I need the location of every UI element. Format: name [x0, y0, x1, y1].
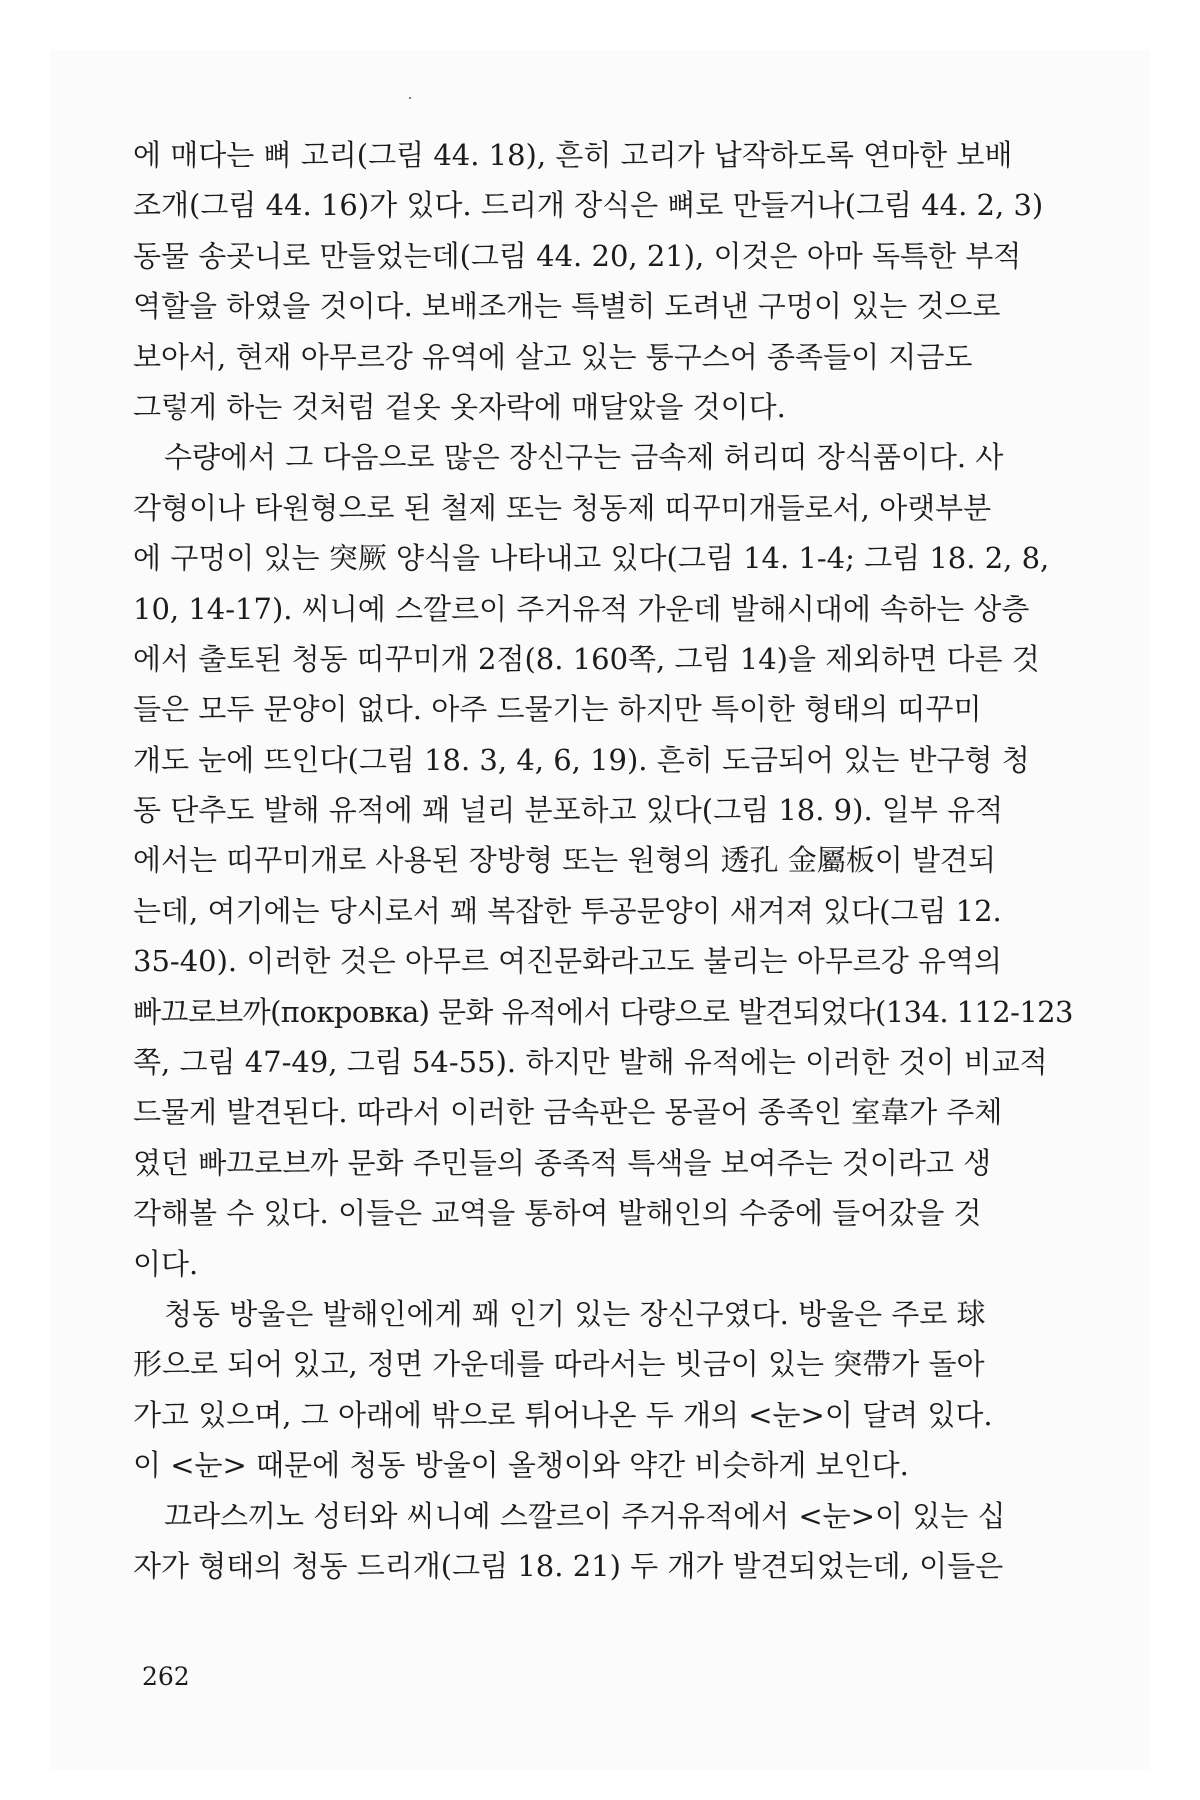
text-line: 에 구멍이 있는 突厥 양식을 나타내고 있다(그림 14. 1-4; 그림 18. 2, 8, — [133, 541, 1050, 576]
text-line: 청동 방울은 발해인에게 꽤 인기 있는 장신구였다. 방울은 주로 球 — [164, 1296, 986, 1331]
text-line: 개도 눈에 뜨인다(그림 18. 3, 4, 6, 19). 흔히 도금되어 있는 반구형 청 — [133, 742, 1030, 777]
text-line: 는데, 여기에는 당시로서 꽤 복잡한 투공문양이 새겨져 있다(그림 12. — [133, 893, 1002, 928]
text-line: 드물게 발견된다. 따라서 이러한 금속판은 몽골어 종족인 室韋가 주체 — [133, 1095, 1003, 1130]
text-line: 이 <눈> 때문에 청동 방울이 올챙이와 약간 비슷하게 보인다. — [133, 1448, 909, 1483]
text-line: 빠끄로브까(покровка) 문화 유적에서 다량으로 발견되었다(134. 112-123 — [133, 994, 1073, 1029]
text-line: 가고 있으며, 그 아래에 밖으로 튀어나온 두 개의 <눈>이 달려 있다. — [133, 1397, 993, 1432]
text-line: 였던 빠끄로브까 문화 주민들의 종족적 특색을 보여주는 것이라고 생 — [133, 1145, 992, 1180]
text-line: 에서는 띠꾸미개로 사용된 장방형 또는 원형의 透孔 金屬板이 발견되 — [133, 843, 997, 878]
paragraph-3 — [133, 1289, 1073, 1491]
text-line: 수량에서 그 다음으로 많은 장신구는 금속제 허리띠 장식품이다. 사 — [164, 440, 1004, 475]
text-line: 각해볼 수 있다. 이들은 교역을 통하여 발해인의 수중에 들어갔을 것 — [133, 1196, 982, 1231]
text-line: 10, 14-17). 씨니예 스깔르이 주거유적 가운데 발해시대에 속하는 상층 — [133, 591, 1030, 626]
book-page — [50, 50, 1150, 1770]
text-line: 자가 형태의 청동 드리개(그림 18. 21) 두 개가 발견되었는데, 이들은 — [133, 1548, 1004, 1583]
print-speck — [409, 97, 411, 99]
text-line: 쪽, 그림 47-49, 그림 54-55). 하지만 발해 유적에는 이러한 것이 비교적 — [133, 1045, 1048, 1080]
text-line: 그렇게 하는 것처럼 겉옷 옷자락에 매달았을 것이다. — [133, 389, 786, 424]
text-line: 각형이나 타원형으로 된 철제 또는 청동제 띠꾸미개들로서, 아랫부분 — [133, 490, 992, 525]
paragraph-4 — [133, 1491, 1073, 1592]
text-line: 에서 출토된 청동 띠꾸미개 2점(8. 160쪽, 그림 14)을 제외하면 다른 것 — [133, 641, 1040, 676]
text-line: 보아서, 현재 아무르강 유역에 살고 있는 퉁구스어 종족들이 지금도 — [133, 339, 973, 374]
text-line: 에 매다는 뼈 고리(그림 44. 18), 흔히 고리가 납작하도록 연마한 보배 — [133, 138, 1013, 172]
text-line: 동물 송곳니로 만들었는데(그림 44. 20, 21), 이것은 아마 독특한 부적 — [133, 238, 1022, 273]
text-line: 形으로 되어 있고, 정면 가운데를 따라서는 빗금이 있는 突帶가 돌아 — [133, 1347, 985, 1382]
text-line: 동 단추도 발해 유적에 꽤 널리 분포하고 있다(그림 18. 9). 일부 유적 — [133, 793, 1004, 828]
body-text — [133, 130, 1073, 1591]
text-line: 들은 모두 문양이 없다. 아주 드물기는 하지만 특이한 형태의 띠꾸미 — [133, 692, 982, 727]
paragraph-1 — [133, 130, 1073, 432]
paragraph-2 — [133, 432, 1073, 1289]
text-line: 조개(그림 44. 16)가 있다. 드리개 장식은 뼈로 만들거나(그림 44. 2, 3) — [133, 188, 1044, 223]
text-line: 35-40). 이러한 것은 아무르 여진문화라고도 불리는 아무르강 유역의 — [133, 944, 1003, 979]
text-line: 이다. — [133, 1246, 199, 1281]
text-line: 역할을 하였을 것이다. 보배조개는 특별히 도려낸 구멍이 있는 것으로 — [133, 289, 1001, 324]
page-number: 262 — [142, 1662, 190, 1691]
text-line: 끄라스끼노 성터와 씨니예 스깔르이 주거유적에서 <눈>이 있는 십 — [164, 1498, 1006, 1533]
